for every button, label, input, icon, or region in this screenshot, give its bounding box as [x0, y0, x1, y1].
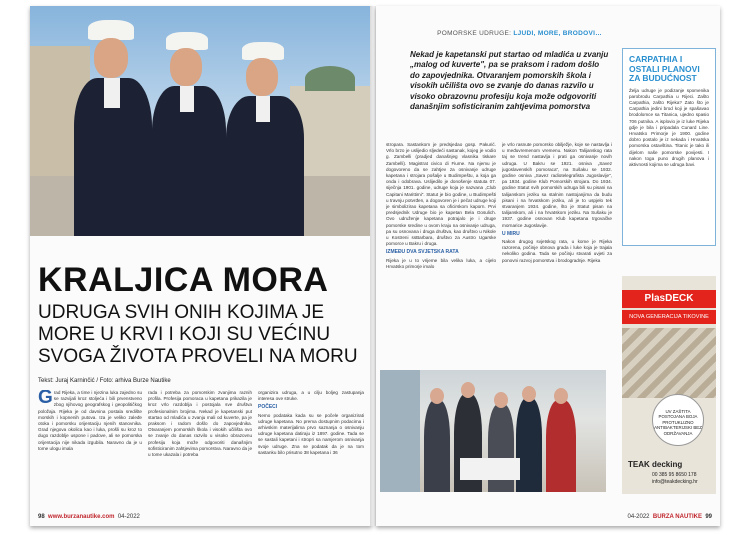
ad-contact	[652, 472, 698, 485]
sidebar-box	[622, 48, 716, 246]
section-heading-between-wars: IZMEĐU DVA SVJETSKA RATA	[386, 249, 459, 256]
left-page	[30, 6, 372, 526]
ad-badge: UV ZAŠTITA POSTOJANA BOJA PROTUKLIZNO ANTIBAKTERIJSKI BEZ ODRŽAVANJA	[652, 394, 704, 446]
right-page	[376, 6, 720, 526]
ad-logo: PlasDECK	[622, 290, 716, 308]
right-column-2-tail: Nakon drugog svjetskog rata, u kome je Rijeka razorena, počinje obnova grada i luke koja je trajala nekoliko godina. Tada se počinju stvarati uvjeti za ponovni razvoj pomorstva i brodogradnje. Rijeka	[502, 239, 612, 263]
sidebar-body: Želja udruge je podizanje spomenika parobrodu Carpathia u Rijeci. Zašto Carpathia, zašto Rijeka? Zato što je Carpathia jedini brod koji je spašavao brodolomce sa Titanica, ujedno spasio 706 putnika. A isplovio je iz luke Rijeka gdje je bila i pripadala Cunard Line. Hrvatsko Primorje je 1900. godine dobro postalo je iz nekada i Hrvatska pomorska ostavština. Titanic je tako ili dijelom naše pomorske povijesti. I nakon toga puno drugih planova i aktivnosti kojima se udruga bavi.	[629, 87, 709, 167]
drop-cap: G	[38, 390, 53, 408]
section-label	[437, 30, 602, 37]
left-column-3-body: Nemo podataka kada su se počele organizirati udruge kapetana. No prema dostupnim podacima i arhivskim materijalima prvo saznanja o osnivanju udruge kapetana datiraju iz 1897. godine. Tada se se sastali kapetani i stropri sa namjerom osnivanja svoje udruge. Zna se podatak da je na tom sastanku bilo prisutno 38 kapetana i 36	[258, 412, 364, 455]
ad-phone: 00 385 95 8650 178	[652, 472, 697, 478]
page-number-left: 98	[38, 514, 45, 520]
captains-photo	[30, 6, 372, 236]
section-heading-u-miru: U MIRU	[502, 230, 520, 237]
ad-company: TEAK decking	[628, 460, 683, 469]
pull-quote: Nekad je kapetanski put startao od mladića u zvanju „malog od kuverte", pa se praksom i radom došlo do zapovjednika. Otvaranjem pomorskih škola i visokih učilišta ovo se zvanje do danas razvilo u visoko obrazovnu profesiju koja može odgovoriti današnjim sofisticiranim zahtjevima pomorstva	[410, 50, 609, 112]
left-column-1	[38, 390, 142, 508]
magazine-name: BURZA NAUTIKE	[652, 514, 702, 520]
left-column-3	[258, 390, 364, 508]
right-column-1-text: stropara. Sastankom je predsjedao gosp. Pakurić. Vrlo brzo je uslijedio sljedeći sastanak, kojeg je vodio g. Zambelli (pradjed današnjeg vlasnika tiskare Zambelli). Magistrat civico di Fiume. Na njemu je dogovoreno da se zahtjev za osnivanje udruge kapetana i strojara pošalje u Budimpeštu, a koja ga onda i odobrava. Uslijedilo je donošenje statuta 07. siječnja 1901. godine, udruge koja je nazvana „Club Capitani Marittimi". Statut je bio godine, u Budimpešti u travnju potvrđen, a dogovoren je i pečat udruge koji je simbolizirao kapetana sa oficirskom kaporn. Prvi predsjednik Udruge bio je kapetan Bela Gosulich. Ovo udruženje kapetana potrajalo je i druge pomorske sredine u ovom kraju na osnivanje udruga, pa su osnovana i druga društva, kao društvo u Nikole u Kostreni ssBarbara, društvo za Austro Ugarske pomorce u Bakru i druga.	[386, 142, 496, 247]
right-column-2-text: je vrlo rasnute pomorsko obilježje, koje se nastavlja i u međuvremenom vremenu. Nakon Talijanskog rata taj se trend nastavlja i prati ga osnivanje novih udruga. U Bakru se 1921. osniva „Savez jugoslavenskih pomoraca", na Sušaku se 1932. godine osniva „Savez radiotelegrafista Jugoslavije", pa 1934. godine Klub Pomorskih strojara. Do 1934. godine Statut svih pomorskih udruga bili su pisani na talijanskom jeziku sa stalnim nastojanjima da budu pisani i na hrvatskom jeziku, ali je to uspjelo tek stvaranjem 1934. godine, što je Statut pisan na talijanskom, ali i na hrvatskom jeziku. Na Sušaku je 1937. godine osnovan Klub kapetana trgovačke mornarice Jugoslavije.	[502, 142, 612, 228]
article-subtitle: UDRUGA SVIH ONIH KOJIMA JE MORE U KRVI I KOJI SU VEĆINU SVOGA ŽIVOTA PROVELI NA MORU	[38, 302, 358, 367]
right-column-2	[502, 142, 612, 364]
section-label-main: POMORSKE UDRUGE:	[437, 30, 512, 37]
section-heading-poceci: POČECI	[258, 404, 278, 411]
right-footer	[627, 514, 712, 520]
group-photo	[380, 370, 606, 492]
sidebar-title: CARPATHIA I OSTALI PLANOVI ZA BUDUĆNOST	[629, 54, 700, 83]
ad-email: info@teakdecking.hr	[652, 478, 698, 485]
left-column-2: rada i potreba za pomorskim zvanjima raznih profila. Profesija pomoraca u kapetana prikazila je kroz vrlo razdoblja i postojala sve društva profesionalnim brojima. Nekad je kapetanski put startao od mladića u zvanju mali od kuverte, pa je praksom i radom došlo do zapovjednika. Otvaranjem pomorskih škola i visokih učilišta ovo se zvanje do danas razvilo u visoko obrazovnu profesiju koja može odgovoriti današnjim sofisticiranim zahtjevima pomorstva. Naravno da je u tome ukazala i potreba	[148, 390, 252, 458]
byline: Tekst: Juraj Karninčić / Foto: arhiva Burze Nautike	[38, 378, 171, 384]
left-column-1-text: rad Rijeka, a time i njezina luka zajedno su se razvijali kroz stoljeća i bili prvenstveno zbog njihovog geografskog i geopolitičkog položaja. Rijeka je od davnina postala središte morskih i kopnenih putova. Iza je veliko zaleđe otoka i pomorsku orijentaciju njenih stanovnika. Grad njegova okolica kao i luka, prošli su kroz to dugo razdoblje uspone i padove, ali se pomorska orijentacija nije nikada izgubila. Naravno da je u tome ulogu imala	[38, 390, 142, 451]
left-footer	[38, 514, 140, 520]
issue-date-right: 04-2022	[627, 514, 650, 520]
ad-tagline: NOVA GENERACIJA TIKOVINE	[622, 310, 716, 324]
advertisement[interactable]	[622, 276, 716, 494]
ad-deck-image	[622, 328, 716, 398]
section-label-sub: LJUDI, MORE, BRODOVI…	[513, 30, 602, 37]
issue-date-left: 04-2022	[117, 514, 140, 520]
article-title: KRALJICA MORA	[38, 261, 329, 299]
left-column-3-intro: organizira udruga, a u cilju boljeg zastupanja interesa ove struke.	[258, 390, 364, 402]
right-column-1-tail: Rijeka je u to vrijeme bila velika luka, a cijelo Hrvatsko primorje imalo	[386, 257, 496, 269]
website-link[interactable]: www.burzanautike.com	[48, 514, 115, 520]
page-number-right: 99	[705, 514, 712, 520]
right-column-1	[386, 142, 496, 364]
